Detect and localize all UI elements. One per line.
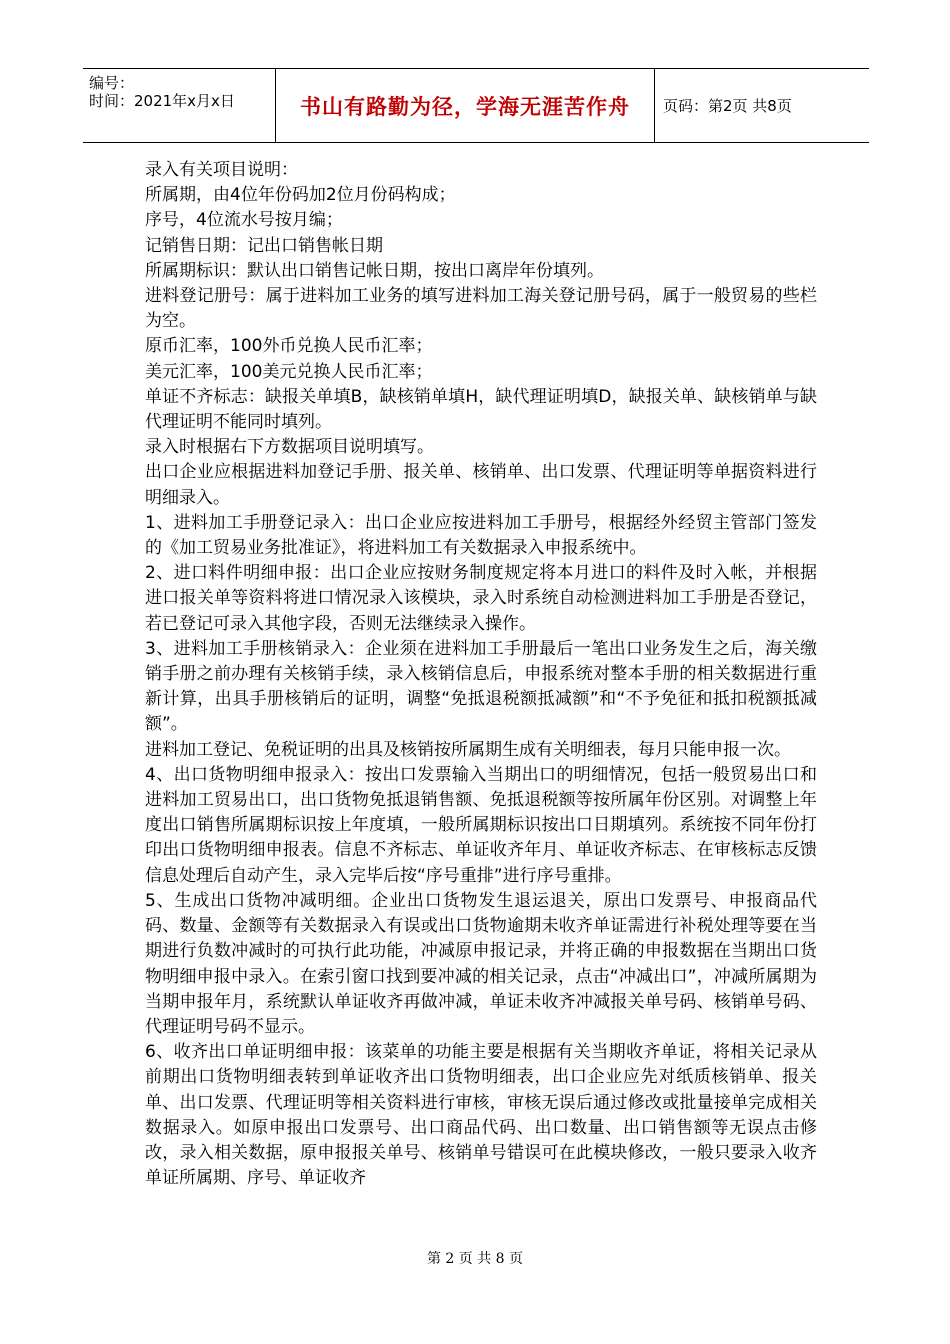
paragraph: 序号，4位流水号按月编； (145, 210, 343, 231)
paragraph: 3、进料加工手册核销录入：企业须在进料加工手册最后一笔出口业务发生之后，海关缴销手册之前办理有关核销手续，录入核销信息后，申报系统对整本手册的相关数据进行重新计算，出具手册核销后的证明，调整“免抵退税额抵减额”和“不予免征和抵扣税额抵减额”。 (145, 638, 817, 735)
paragraph: 进料加工登记、免税证明的出具及核销按所属期生成有关明细表，每月只能申报一次。 (145, 739, 791, 760)
header-divider (654, 69, 655, 142)
header-meta (89, 69, 289, 142)
page-header (83, 68, 869, 143)
paragraph: 4、出口货物明细申报录入：按出口发票输入当期出口的明细情况，包括一般贸易出口和进料加工贸易出口，出口货物免抵退销售额、免抵退税额等按所属年份区别。对调整上年度出口销售所属期标识按上年度填，一般所属期标识按出口日期填列。系统按不同年份打印出口货物明细申报表。信息不齐标志、单证收齐年月、单证收齐标志、在审核标志反馈信息处理后自动产生，录入完毕后按“序号重排”进行序号重排。 (145, 764, 817, 886)
paragraph: 美元汇率，100美元兑换人民币汇率； (145, 361, 433, 382)
paragraph: 单证不齐标志：缺报关单填B，缺核销单填H，缺代理证明填D，缺报关单、缺核销单与缺代理证明不能同时填列。 (145, 386, 817, 433)
header-motto: 书山有路勤为径，学海无涯苦作舟 (300, 94, 630, 119)
paragraph: 录入有关项目说明： (145, 160, 298, 180)
number-label: 编号： (89, 74, 135, 92)
document-body (145, 158, 817, 1191)
paragraph: 出口企业应根据进料加登记手册、报关单、核销单、出口发票、代理证明等单据资料进行明细录入。 (145, 462, 817, 508)
paragraph: 所属期，由4位年份码加2位月份码构成； (145, 185, 456, 206)
paragraph: 6、收齐出口单证明细申报：该菜单的功能主要是根据有关当期收齐单证，将相关记录从前期出口货物明细表转到单证收齐出口货物明细表，出口企业应先对纸质核销单、报关单、出口发票、代理证明等相关资料进行审核，审核无误后通过修改或批量接单完成相关数据录入。如原申报出口发票号、出口商品代码、出口数量、出口销售额等无误点击修改，录入相关数据，原申报报关单号、核销单号错误可在此模块修改，一般只要录入收齐单证所属期、序号、单证收齐 (145, 1042, 817, 1189)
paragraph: 5、生成出口货物冲减明细。企业出口货物发生退运退关，原出口发票号、申报商品代码、数量、金额等有关数据录入有误或出口货物逾期未收齐单证需进行补税处理等要在当期进行负数冲减时的可执行此功能，冲减原申报记录，并将正确的申报数据在当期出口货物明细申报中录入。在索引窗口找到要冲减的相关记录，点击“冲减出口”，冲减所属期为当期申报年月，系统默认单证收齐再做冲减，单证未收齐冲减报关单号码、核销单号码、代理证明号码不显示。 (145, 890, 817, 1037)
header-page-info: 页码：第2页 共8页 (663, 97, 792, 115)
paragraph: 1、进料加工手册登记录入：出口企业应按进料加工手册号，根据经外经贸主管部门签发的《加工贸易业务批准证》，将进料加工有关数据录入申报系统中。 (145, 512, 817, 559)
paragraph: 录入时根据右下方数据项目说明填写。 (145, 437, 434, 458)
paragraph: 2、进口料件明细申报：出口企业应按财务制度规定将本月进口的料件及时入帐，并根据进口报关单等资料将进口情况录入该模块，录入时系统自动检测进料加工手册是否登记，若已登记可录入其他字段，否则无法继续录入操作。 (145, 563, 817, 634)
paragraph: 记销售日期：记出口销售帐日期 (145, 235, 383, 256)
paragraph: 进料登记册号：属于进料加工业务的填写进料加工海关登记册号码，属于一般贸易的些栏为空。 (145, 286, 817, 332)
paragraph: 所属期标识：默认出口销售记帐日期，按出口离岸年份填列。 (145, 260, 604, 281)
paragraph: 原币汇率，100外币兑换人民币汇率； (145, 336, 433, 357)
time-label: 时间：2021年x月x日 (89, 92, 235, 110)
page-footer: 第 2 页 共 8 页 (426, 1251, 524, 1267)
